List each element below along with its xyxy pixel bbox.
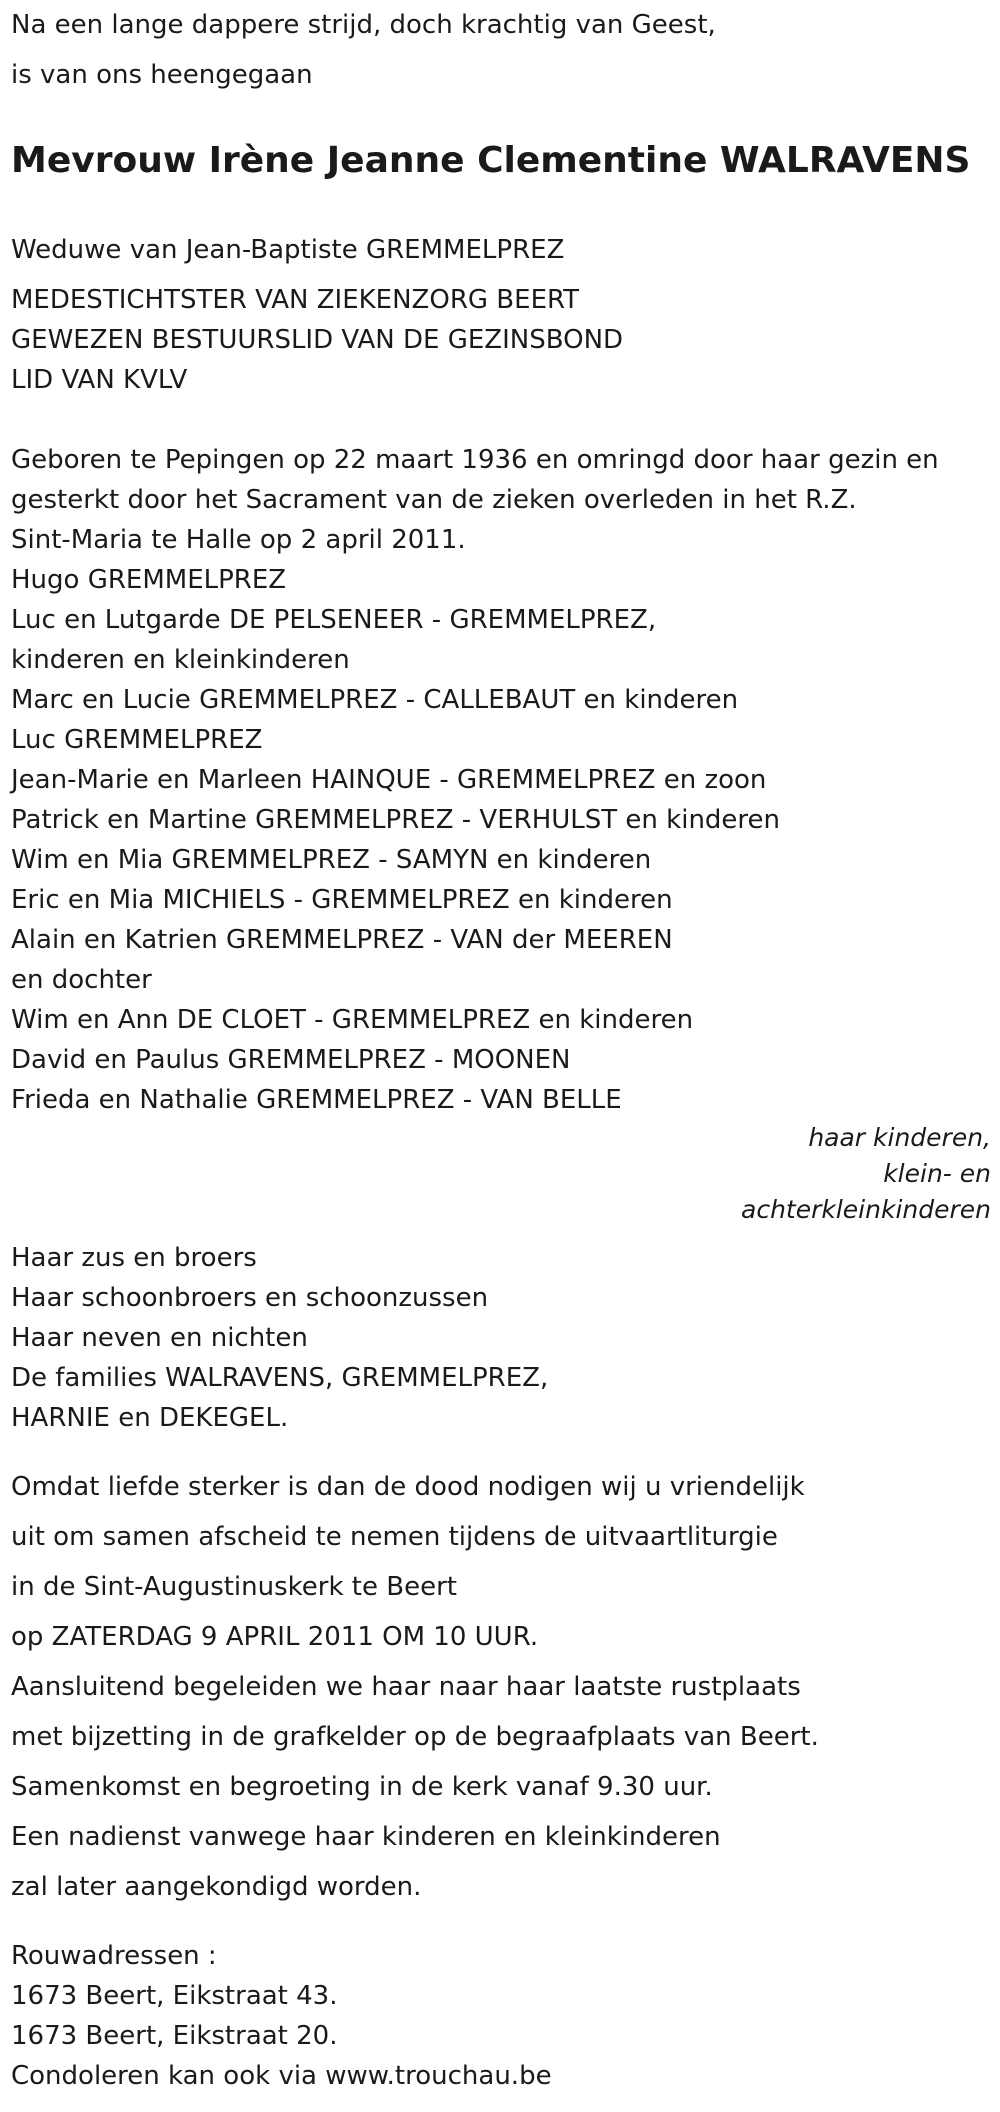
- signature-line: klein- en: [883, 1159, 991, 1188]
- ceremony-line: Omdat liefde sterker is dan de dood nodigen wij u vriendelijk: [11, 1472, 805, 1502]
- signature-line: achterkleinkinderen: [741, 1195, 991, 1224]
- family-line: Eric en Mia MICHIELS - GREMMELPREZ en kinderen: [11, 885, 673, 915]
- relatives-line: HARNIE en DEKEGEL.: [11, 1403, 289, 1433]
- intro-line: Na een lange dappere strijd, doch krachtig van Geest,: [11, 10, 716, 40]
- ceremony-block: [11, 1462, 991, 1912]
- widow-line: Weduwe van Jean-Baptiste GREMMELPREZ: [11, 235, 565, 265]
- ceremony-line: op ZATERDAG 9 APRIL 2011 OM 10 UUR.: [11, 1622, 539, 1652]
- relatives-line: Haar zus en broers: [11, 1243, 257, 1273]
- family-line: Luc en Lutgarde DE PELSENEER - GREMMELPREZ,: [11, 605, 657, 635]
- addresses-heading: Rouwadressen :: [11, 1941, 217, 1971]
- relatives-line: Haar neven en nichten: [11, 1323, 308, 1353]
- obituary-notice: [11, 0, 991, 2096]
- birth-line: gesterkt door het Sacrament van de zieken overleden in het R.Z.: [11, 485, 857, 515]
- titles-block: [11, 280, 991, 400]
- ceremony-line: zal later aangekondigd worden.: [11, 1872, 422, 1902]
- deceased-name: Mevrouw Irène Jeanne Clementine WALRAVENS: [11, 140, 971, 181]
- family-line: kinderen en kleinkinderen: [11, 645, 350, 675]
- family-line: Patrick en Martine GREMMELPREZ - VERHULST en kinderen: [11, 805, 781, 835]
- birth-line: Geboren te Pepingen op 22 maart 1936 en omringd door haar gezin en: [11, 445, 939, 475]
- family-line: Alain en Katrien GREMMELPREZ - VAN der MEEREN: [11, 925, 673, 955]
- family-list: [11, 560, 991, 1120]
- ceremony-line: in de Sint-Augustinuskerk te Beert: [11, 1572, 457, 1602]
- intro-block: [11, 0, 991, 100]
- family-signature: [11, 1120, 991, 1228]
- family-line: Frieda en Nathalie GREMMELPREZ - VAN BELLE: [11, 1085, 622, 1115]
- title-line: MEDESTICHTSTER VAN ZIEKENZORG BEERT: [11, 285, 580, 315]
- signature-line: haar kinderen,: [808, 1123, 991, 1152]
- family-line: Hugo GREMMELPREZ: [11, 565, 287, 595]
- birth-block: [11, 440, 991, 560]
- ceremony-line: Een nadienst vanwege haar kinderen en kleinkinderen: [11, 1822, 721, 1852]
- family-line: Wim en Ann DE CLOET - GREMMELPREZ en kinderen: [11, 1005, 694, 1035]
- family-line: Jean-Marie en Marleen HAINQUE - GREMMELPREZ en zoon: [11, 765, 767, 795]
- birth-line: Sint-Maria te Halle op 2 april 2011.: [11, 525, 466, 555]
- family-line: en dochter: [11, 965, 152, 995]
- ceremony-line: Aansluitend begeleiden we haar naar haar laatste rustplaats: [11, 1672, 801, 1702]
- addresses-block: [11, 1936, 991, 2096]
- title-line: GEWEZEN BESTUURSLID VAN DE GEZINSBOND: [11, 325, 624, 355]
- family-line: David en Paulus GREMMELPREZ - MOONEN: [11, 1045, 571, 1075]
- address-line: 1673 Beert, Eikstraat 43.: [11, 1981, 338, 2011]
- relatives-line: Haar schoonbroers en schoonzussen: [11, 1283, 489, 1313]
- relatives-line: De families WALRAVENS, GREMMELPREZ,: [11, 1363, 549, 1393]
- ceremony-line: Samenkomst en begroeting in de kerk vanaf 9.30 uur.: [11, 1772, 713, 1802]
- ceremony-line: uit om samen afscheid te nemen tijdens de uitvaartliturgie: [11, 1522, 778, 1552]
- condolence-line: Condoleren kan ook via www.trouchau.be: [11, 2061, 552, 2091]
- family-line: Luc GREMMELPREZ: [11, 725, 263, 755]
- intro-line: is van ons heengegaan: [11, 60, 313, 90]
- family-line: Marc en Lucie GREMMELPREZ - CALLEBAUT en kinderen: [11, 685, 739, 715]
- relatives-block: [11, 1238, 991, 1438]
- address-line: 1673 Beert, Eikstraat 20.: [11, 2021, 338, 2051]
- family-line: Wim en Mia GREMMELPREZ - SAMYN en kinderen: [11, 845, 652, 875]
- title-line: LID VAN KVLV: [11, 365, 188, 395]
- ceremony-line: met bijzetting in de grafkelder op de begraafplaats van Beert.: [11, 1722, 819, 1752]
